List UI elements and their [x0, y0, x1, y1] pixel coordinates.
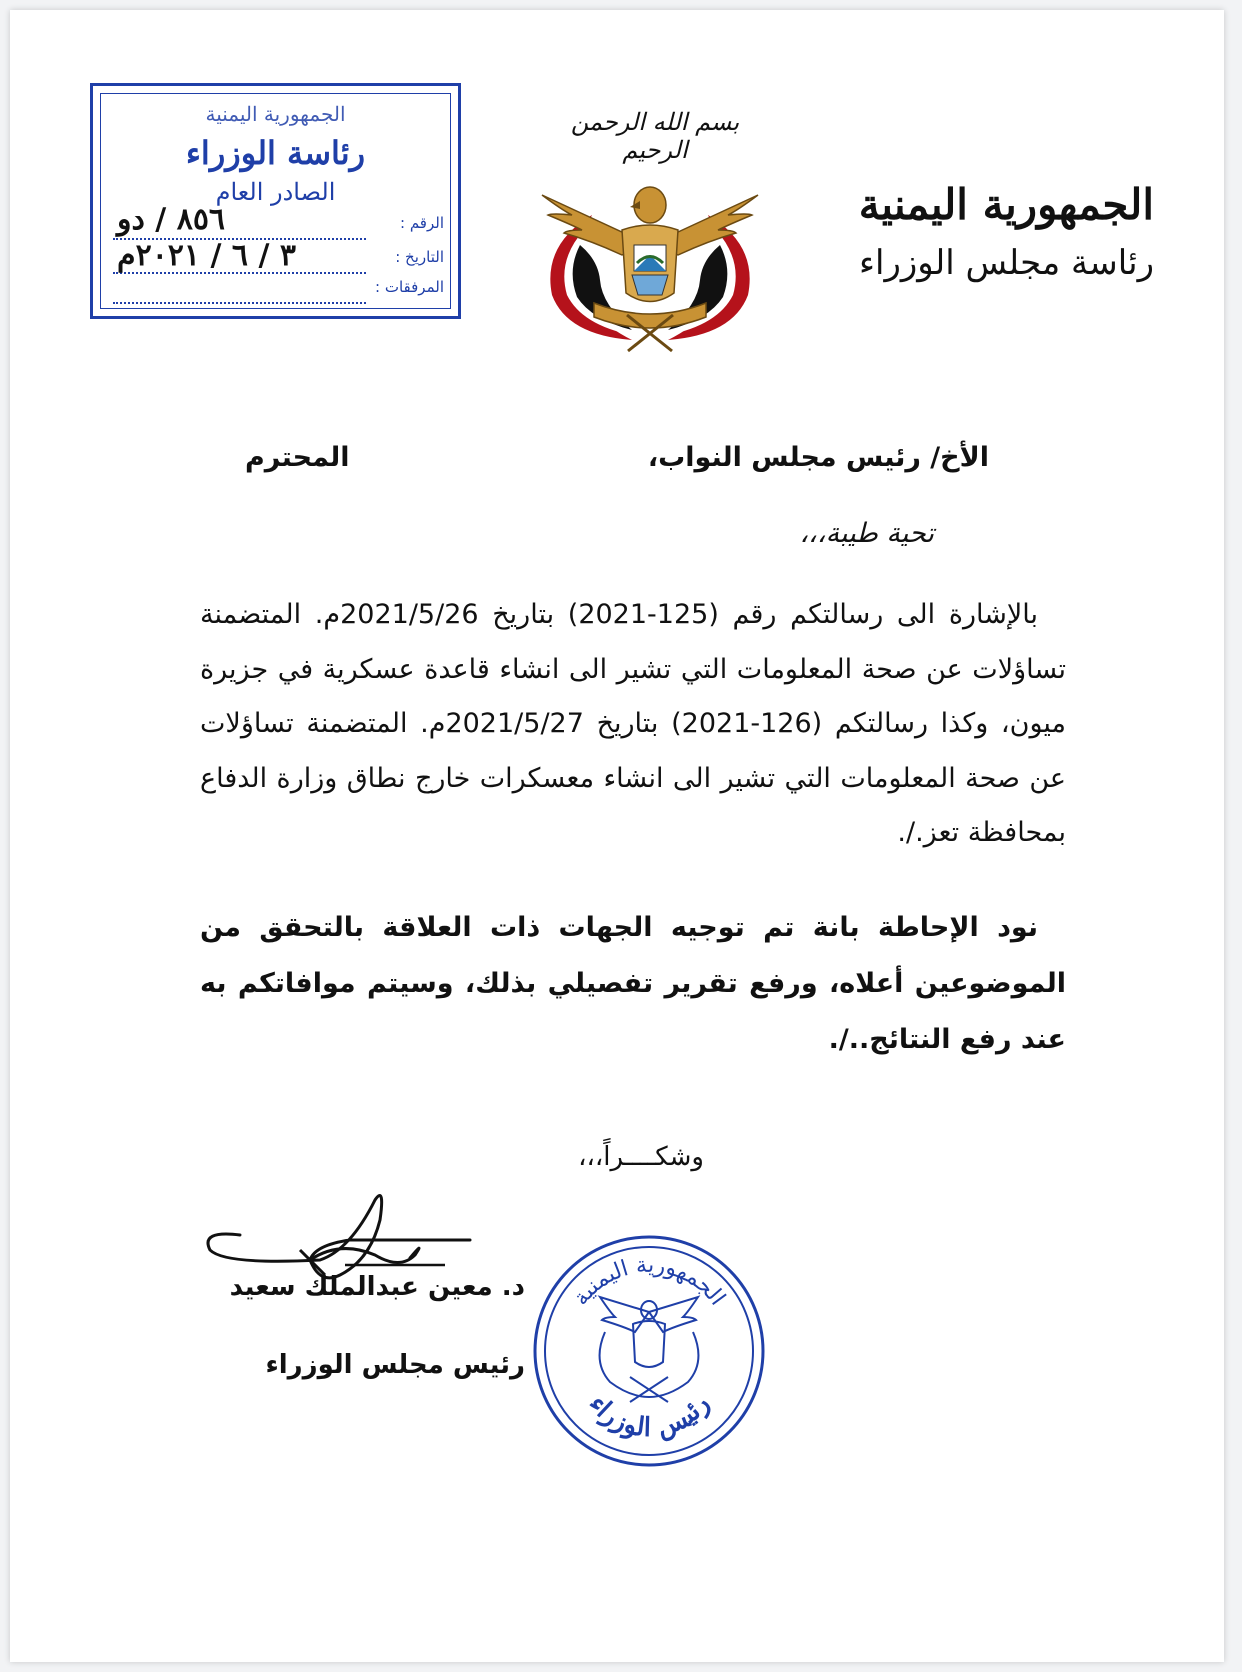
seal-top-text: الجمهورية اليمنية [568, 1252, 730, 1311]
stamp-date-label: التاريخ : [395, 248, 444, 266]
stamp-republic: الجمهورية اليمنية [205, 102, 346, 126]
paragraph-1-text: بالإشارة الى رسالتكم رقم (125-2021) بتاريخ 2021/5/26م. المتضمنة تساؤلات عن صحة المعلومات التي تشير الى انشاء قاعدة عسكرية في جزيرة ميون، وكذا رسالتكم (126-2021) بتاريخ 2021/5/27م. المتضمنة تساؤلات عن صحة المعلومات التي تشير الى انشاء معسكرات خارج نطاق وزارة الدفاع بمحافظة تعز./. [200, 599, 1067, 848]
signer-title: رئيس مجلس الوزراء [265, 1350, 525, 1380]
yemen-eagle-emblem-icon [522, 175, 778, 355]
body-paragraph-2 [200, 900, 1066, 1068]
letterhead [824, 175, 1154, 291]
letterhead-office: رئاسة مجلس الوزراء [859, 243, 1154, 283]
signer-name: د. معين عبدالملك سعيد [229, 1272, 525, 1302]
basmala: بسم الله الرحمن الرحيم [570, 108, 740, 164]
greeting: تحية طيبة،،، [799, 518, 934, 549]
seal-bottom-text: رئيس الوزراء [582, 1389, 716, 1444]
stamp-attachments-line [113, 302, 366, 304]
letterhead-republic: الجمهورية اليمنية [858, 180, 1154, 229]
stamp-attachments-label: المرفقات : [375, 278, 444, 296]
stamp-registry: الصادر العام [215, 178, 336, 206]
letter-page [10, 10, 1224, 1662]
stamp-date-value: ٣ / ٦ / ٢٠٢١م [117, 238, 296, 273]
respect-title: المحترم [245, 442, 350, 473]
body-paragraph-1 [200, 588, 1066, 861]
closing-thanks: وشكــــراً،،، [578, 1142, 704, 1172]
stamp-office: رئاسة الوزراء [185, 134, 366, 172]
stamp-number-value: ٨٥٦ / دو [117, 202, 226, 237]
salutation: الأخ/ رئيس مجلس النواب، [647, 442, 989, 473]
registry-stamp [90, 83, 461, 319]
paragraph-2-text: نود الإحاطة بانة تم توجيه الجهات ذات العلاقة بالتحقق من الموضوعين أعلاه، ورفع تقرير تفصيلي بذلك، وسيتم موافاتكم به عند رفع النتائج../. [200, 912, 1066, 1055]
stamp-number-label: الرقم : [400, 214, 444, 232]
round-official-seal-icon [530, 1232, 768, 1470]
